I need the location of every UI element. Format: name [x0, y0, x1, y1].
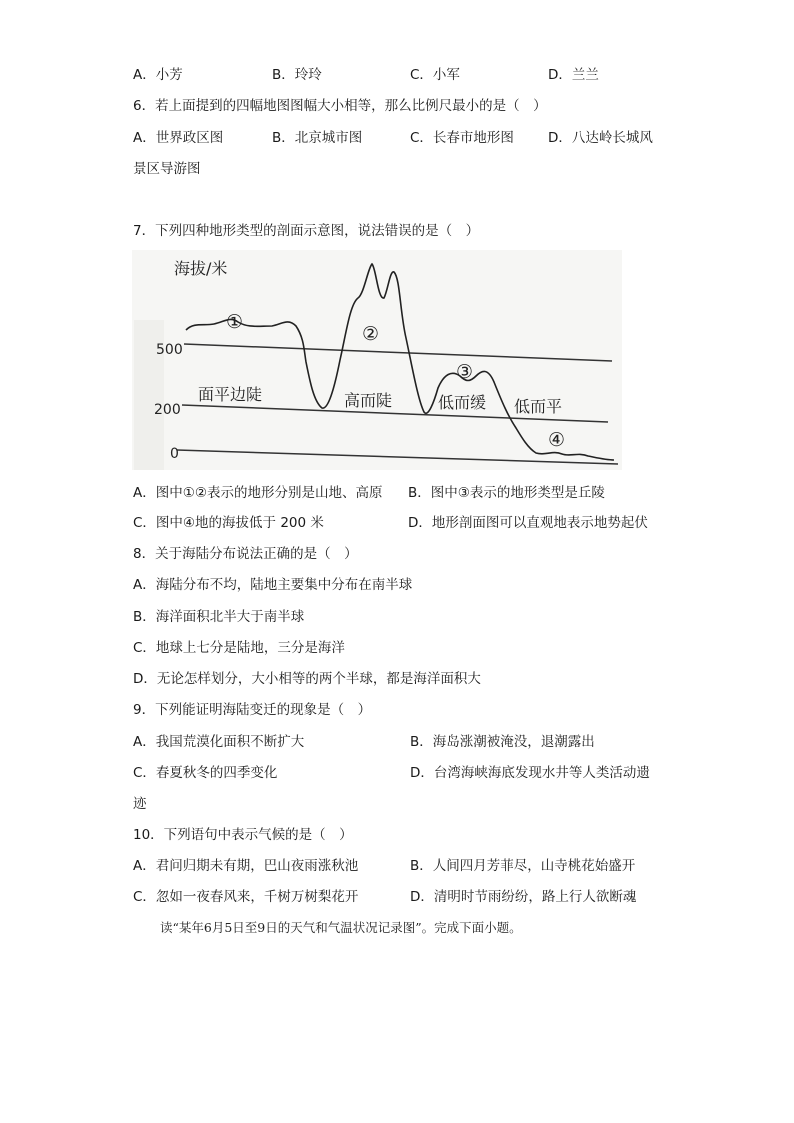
- q10-option-a: A．君问归期未有期，巴山夜雨涨秋池: [133, 858, 359, 874]
- q8-option-b: B．海洋面积北半大于南半球: [133, 609, 305, 625]
- q8-option-a: A．海陆分布不均，陆地主要集中分布在南半球: [133, 577, 413, 593]
- reading-caption: 读“某年6月5日至9日的天气和气温状况记录图”。完成下面小题。: [160, 920, 522, 935]
- marker-4: ④: [548, 429, 566, 451]
- label-plain-desc: 低而平: [514, 397, 563, 416]
- q8-stem: 8．关于海陆分布说法正确的是（ ）: [133, 546, 358, 562]
- marker-1: ①: [226, 311, 244, 333]
- q10-option-c: C．忽如一夜春风来，千树万树梨花开: [133, 889, 359, 905]
- label-mountain-desc: 高而陡: [344, 391, 393, 410]
- q10-option-b: B．人间四月芳菲尽，山寺桃花始盛开: [410, 858, 636, 874]
- y-axis-label: 海拔/米: [174, 259, 228, 278]
- q8-option-d: D．无论怎样划分，大小相等的两个半球，都是海洋面积大: [133, 671, 481, 687]
- label-hill-desc: 低而缓: [438, 393, 487, 412]
- q6-option-b: B．北京城市图: [272, 130, 363, 146]
- q6-option-d-continued: 景区导游图: [133, 161, 201, 177]
- q6-option-a: A．世界政区图: [133, 130, 224, 146]
- q5-option-d: D．兰兰: [548, 67, 599, 83]
- marker-3: ③: [456, 361, 474, 383]
- q9-option-c: C．春夏秋冬的四季变化: [133, 765, 278, 781]
- q9-option-b: B．海岛涨潮被淹没，退潮露出: [410, 734, 595, 750]
- q9-option-a: A．我国荒漠化面积不断扩大: [133, 734, 305, 750]
- q7-option-d: D．地形剖面图可以直观地表示地势起伏: [408, 515, 648, 531]
- q5-option-b: B．玲玲: [272, 67, 322, 83]
- q7-option-b: B．图中③表示的地形类型是丘陵: [408, 485, 605, 501]
- q5-option-a: A．小芳: [133, 67, 183, 83]
- q6-option-d: D．八达岭长城风: [548, 130, 653, 146]
- tick-label-500: 500: [156, 342, 183, 358]
- q10-stem: 10．下列语句中表示气候的是（ ）: [133, 827, 353, 843]
- q9-option-d-continued: 迹: [133, 796, 147, 812]
- q10-option-d: D．清明时节雨纷纷，路上行人欲断魂: [410, 889, 637, 905]
- q7-stem: 7．下列四种地形类型的剖面示意图，说法错误的是（ ）: [133, 223, 480, 239]
- label-plateau-desc: 面平边陡: [198, 385, 263, 404]
- tick-label-0: 0: [170, 446, 179, 462]
- q9-stem: 9．下列能证明海陆变迁的现象是（ ）: [133, 702, 372, 718]
- q8-option-c: C．地球上七分是陆地，三分是海洋: [133, 640, 345, 656]
- q7-option-a: A．图中①②表示的地形分别是山地、高原: [133, 485, 383, 501]
- marker-2: ②: [362, 323, 380, 345]
- q9-option-d: D．台湾海峡海底发现水井等人类活动遗: [410, 765, 650, 781]
- q5-option-c: C．小军: [410, 67, 460, 83]
- q6-stem: 6．若上面提到的四幅地图图幅大小相等，那么比例尺最小的是（ ）: [133, 98, 547, 114]
- tick-label-200: 200: [154, 402, 181, 418]
- terrain-profile-diagram: [132, 250, 622, 470]
- q6-option-c: C．长春市地形图: [410, 130, 514, 146]
- q7-option-c: C．图中④地的海拔低于 200 米: [133, 515, 324, 531]
